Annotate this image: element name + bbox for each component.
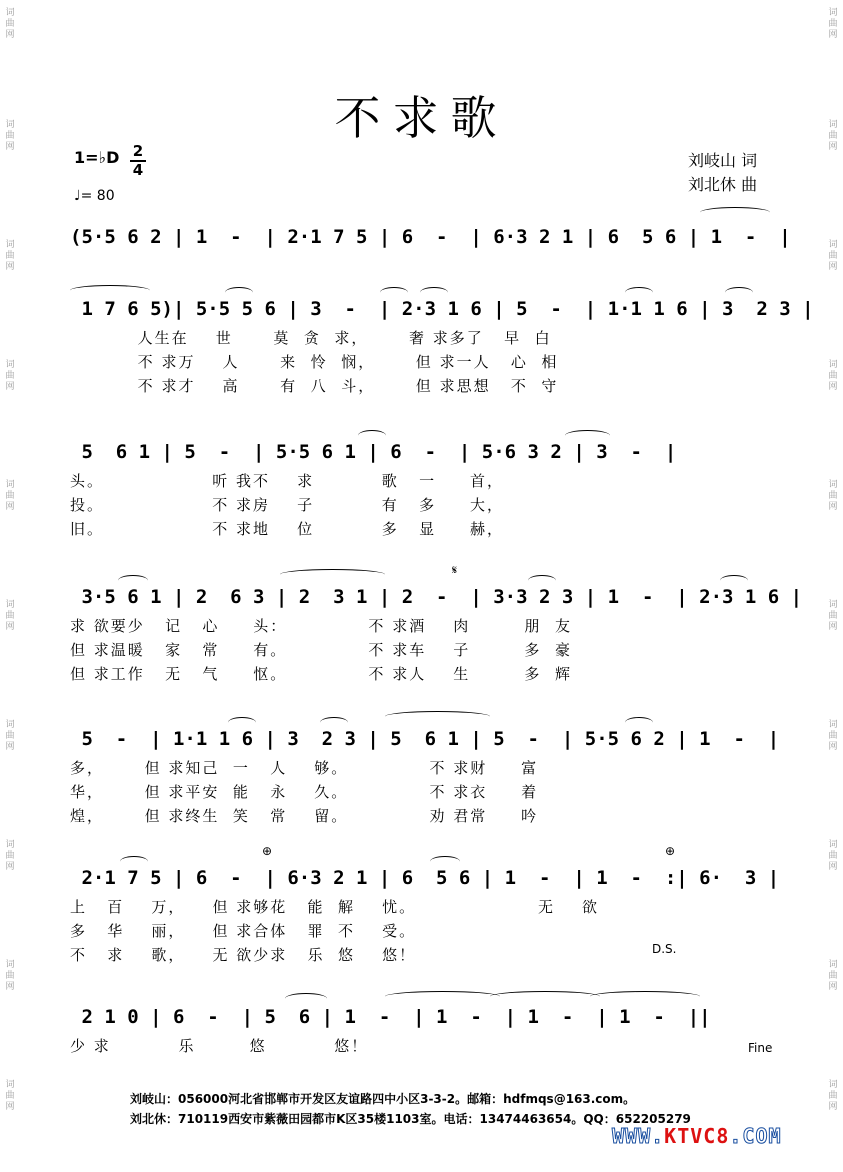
lyric-verse-2: 但 求温暖 家 常 有。 不 求车 子 多 豪: [70, 641, 572, 659]
logo-prefix: WWW.: [612, 1124, 665, 1148]
lyric-verse-2: 华， 但 求平安 能 永 久。 不 求衣 着: [70, 783, 539, 801]
lyric-verse-1: 人生在 世 莫 贪 求， 奢 求多了 早 白: [70, 329, 552, 347]
coda-sign: ⊕: [665, 844, 676, 858]
logo-brand: KTVC8: [664, 1124, 730, 1148]
lyric-verse-2: 多 华 丽， 但 求合体 罪 不 受。: [70, 922, 417, 940]
notes-row-2: 1 7 6 5)| 5·5 5 6 | 3 - | 2·3 1 6 | 5 - | 1·1 1 6 | 3 2 3 |: [70, 298, 814, 320]
watermark-right: 词曲网 词曲网 词曲网 词曲网 词曲网 词曲网 词曲网 词曲网 词曲网 词曲网: [828, 8, 838, 1112]
coda-sign: ⊕: [262, 844, 273, 858]
time-signature: [130, 144, 146, 178]
notes-row-4: 3·5 6 1 | 2 6 3 | 2 3 1 | 2 - | 3·3 2 3 | 1 - | 2·3 1 6 |: [70, 586, 803, 608]
site-logo: [612, 1124, 782, 1148]
segno-sign: 𝄋: [452, 563, 458, 577]
notes-row-3: 5 6 1 | 5 - | 5·5 6 1 | 6 - | 5·6 3 2 | 3 - |: [70, 441, 677, 463]
lyric-verse-3: 不 求才 高 有 八 斗， 但 求思想 不 守: [70, 377, 559, 395]
tie-arc: [385, 711, 490, 722]
notes-row-1: (5·5 6 2 | 1 - | 2·1 7 5 | 6 - | 6·3 2 1 | 6 5 6 | 1 - |: [70, 226, 791, 248]
notes-row-5: 5 - | 1·1 1 6 | 3 2 3 | 5 6 1 | 5 - | 5·5 6 2 | 1 - |: [70, 728, 780, 750]
lyric-verse-1: 上 百 万， 但 求够花 能 解 忧。 无 欲: [70, 898, 600, 916]
tie-arc: [490, 991, 600, 1002]
notes-row-7: 2 1 0 | 6 - | 5 6 | 1 - | 1 - | 1 - | 1 - ||: [70, 1006, 711, 1028]
tie-arc: [385, 991, 500, 1002]
lyric-verse-1: 求 欲要少 记 心 头： 不 求酒 肉 朋 友: [70, 617, 572, 635]
lyric-verse-3: 但 求工作 无 气 怄。 不 求人 生 多 辉: [70, 665, 572, 683]
tie-arc: [280, 569, 385, 580]
ds-marking: D.S.: [652, 942, 677, 956]
tempo-marking: ♩= 80: [74, 188, 115, 204]
tie-arc: [70, 285, 150, 296]
song-title: 不求歌: [334, 91, 509, 145]
lyricist-credit: 刘岐山 词: [688, 151, 758, 170]
logo-suffix: .COM: [729, 1124, 782, 1148]
lyric-verse-2: 不 求万 人 来 怜 悯， 但 求一人 心 相: [70, 353, 559, 371]
notes-row-6: 2·1 7 5 | 6 - | 6·3 2 1 | 6 5 6 | 1 - | 1 - :| 6· 3 |: [70, 867, 780, 889]
time-signature-top: 2: [132, 142, 144, 160]
footer-lyricist-contact: 刘岐山：056000河北省邯郸市开发区友谊路四中小区3-3-2。邮箱：hdfmqs@163.com。: [130, 1092, 636, 1106]
lyric-verse-1: 头。 听 我不 求 歌 一 首，: [70, 472, 504, 490]
lyric-verse-3: 不 求 歌， 无 欲少求 乐 悠 悠！: [70, 946, 417, 964]
slur-arc: [285, 993, 327, 1004]
key-signature: 1=♭D: [74, 148, 120, 167]
lyric-verse-1: 多， 但 求知己 一 人 够。 不 求财 富: [70, 759, 539, 777]
lyric-verse-2: 投。 不 求房 子 有 多 大，: [70, 496, 504, 514]
lyric-verse-3: 旧。 不 求地 位 多 显 赫，: [70, 520, 504, 538]
tie-arc: [590, 991, 700, 1002]
fine-marking: Fine: [748, 1041, 773, 1055]
lyric-verse-1: 少 求 乐 悠 悠！: [70, 1037, 369, 1055]
tie-arc: [700, 207, 770, 218]
time-signature-bottom: 4: [132, 161, 144, 179]
lyric-verse-3: 煌， 但 求终生 笑 常 留。 劝 君常 吟: [70, 807, 539, 825]
footer-composer-contact: 刘北休：710119西安市紫薇田园都市K区35楼1103室。电话：13474463654。QQ：652205279: [130, 1112, 691, 1126]
composer-credit: 刘北休 曲: [688, 175, 758, 194]
watermark-left: 词曲网 词曲网 词曲网 词曲网 词曲网 词曲网 词曲网 词曲网 词曲网 词曲网: [5, 8, 15, 1112]
